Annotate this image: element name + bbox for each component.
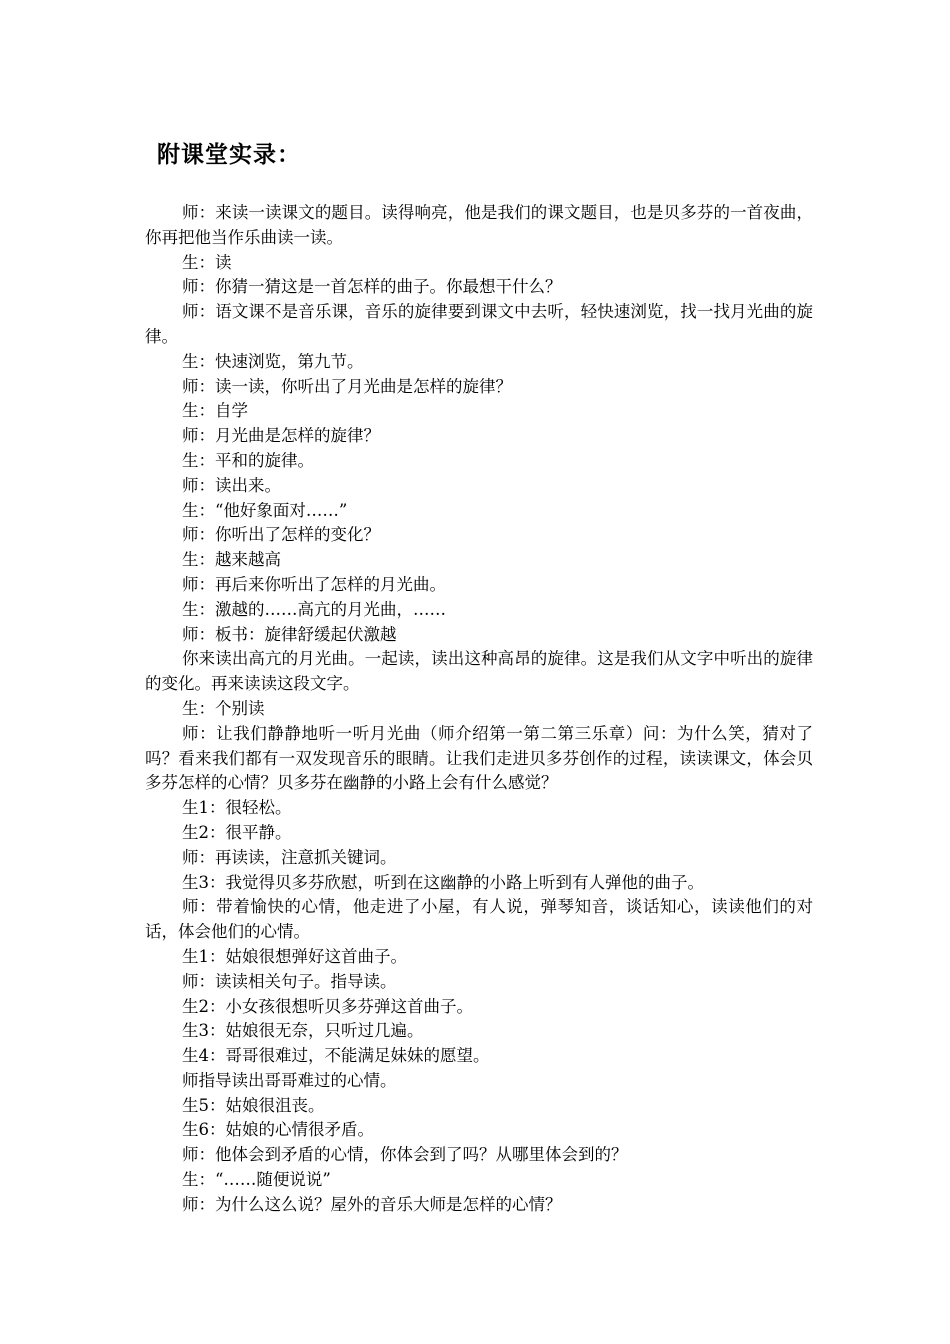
document-title: 附课堂实录： [157,142,301,168]
paragraph: 师：板书：旋律舒缓起伏激越 [182,624,397,644]
paragraph: 生5：姑娘很沮丧。 [182,1095,325,1115]
paragraph: 生：“……随便说说” [182,1170,331,1190]
paragraph: 生1：姑娘很想弹好这首曲子。 [182,946,407,966]
paragraph: 师：再后来你听出了怎样的月光曲。 [182,574,446,594]
paragraph: 生3：我觉得贝多芬欣慰，听到在这幽静的小路上听到有人弹他的曲子。 [182,872,704,892]
paragraph: 师：语文课不是音乐课，音乐的旋律要到课文中去听，轻快速浏览，找一找月光曲的旋律。 [145,302,813,346]
paragraph: 师：为什么这么说？屋外的音乐大师是怎样的心情？ [182,1194,562,1214]
paragraph: 生：平和的旋律。 [182,450,314,470]
paragraph: 师：你听出了怎样的变化？ [182,525,380,545]
paragraph: 生：激越的……高亢的月光曲，…… [182,599,446,619]
paragraph: 生：自学 [182,401,248,421]
paragraph: 师：月光曲是怎样的旋律？ [182,426,380,446]
paragraph: 师指导读出哥哥难过的心情。 [182,1070,397,1090]
document-body [145,201,813,1218]
paragraph: 生：个别读 [182,698,265,718]
paragraph: 师：带着愉快的心情，他走进了小屋，有人说，弹琴知音，谈话知心，读读他们的对话，体会他们的心情。 [145,897,813,942]
paragraph: 生：“他好象面对……” [182,500,348,520]
paragraph: 师：读出来。 [182,475,281,495]
paragraph: 生3：姑娘很无奈，只听过几遍。 [182,1021,424,1041]
paragraph: 生6：姑娘的心情很矛盾。 [182,1120,374,1140]
paragraph: 师：让我们静静地听一听月光曲（师介绍第一第二第三乐章）问：为什么笑，猜对了吗？看来我们都有一双发现音乐的眼睛。让我们走进贝多芬创作的过程，读读课文，体会贝多芬怎样的心情？贝多芬在幽静的小路上会有什么感觉？ [145,723,813,793]
paragraph: 生1：很轻松。 [182,798,292,818]
paragraph: 生：越来越高 [182,550,281,570]
paragraph: 你来读出高亢的月光曲。一起读，读出这种高昂的旋律。这是我们从文字中听出的旋律的变化。再来读读这段文字。 [145,649,813,694]
paragraph: 生：快速浏览，第九节。 [182,351,364,371]
paragraph: 师：你猜一猜这是一首怎样的曲子。你最想干什么？ [182,277,562,297]
paragraph: 生：读 [182,252,232,272]
paragraph: 师：来读一读课文的题目。读得响亮，他是我们的课文题目，也是贝多芬的一首夜曲，你再把他当作乐曲读一读。 [145,203,813,247]
paragraph: 生2：很平静。 [182,822,292,842]
paragraph: 生4：哥哥很难过，不能满足妹妹的愿望。 [182,1046,490,1066]
paragraph: 生2：小女孩很想听贝多芬弹这首曲子。 [182,996,473,1016]
paragraph: 师：他体会到矛盾的心情，你体会到了吗？从哪里体会到的？ [182,1145,628,1165]
paragraph: 师：读读相关句子。指导读。 [182,971,397,991]
paragraph: 师：读一读，你听出了月光曲是怎样的旋律？ [182,376,512,396]
paragraph: 师：再读读，注意抓关键词。 [182,847,397,867]
